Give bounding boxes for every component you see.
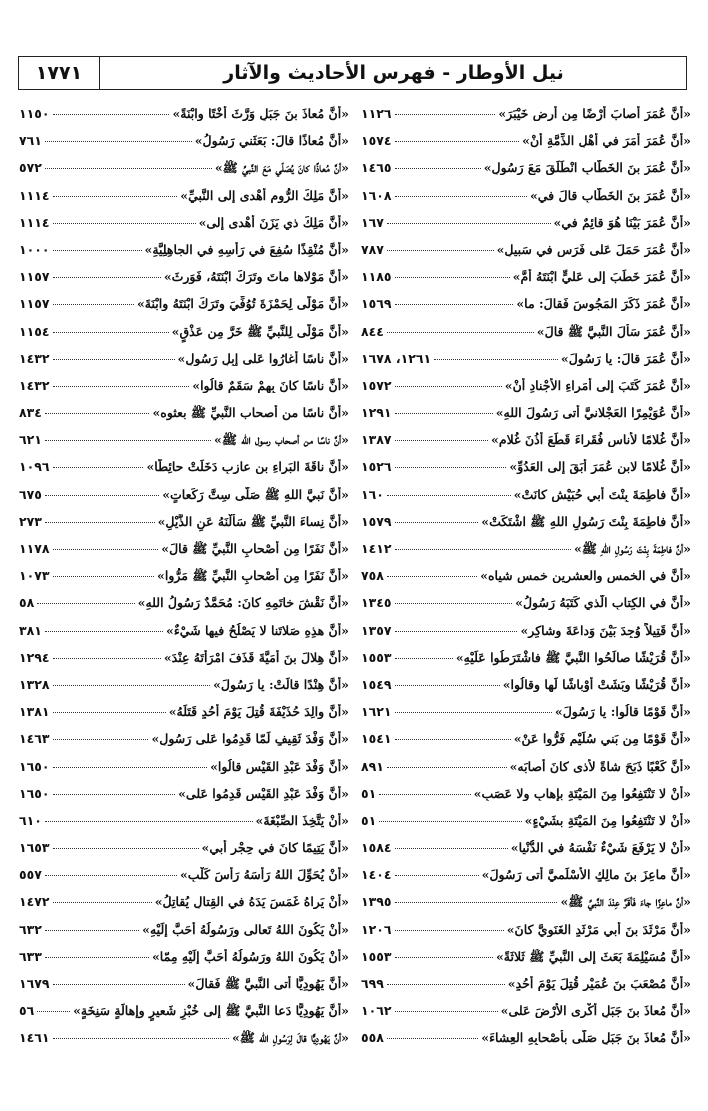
dot-leader <box>395 712 552 713</box>
hadith-text: «أنَّ يَهُودِيًّا دَعا النَّبيَّ ﷺ إلى خُبْزِ شَعيرٍ وإهالَةٍ سَنِخَةٍ» <box>73 1003 349 1019</box>
hadith-text: «أنَّ نَفَرًا مِن أصْحابِ النَّبيِّ ﷺ قالَ» <box>161 541 349 556</box>
hadith-text: «أنَّ ناقَةَ البَراءِ بنِ عازِبٍ دَخَلَتْ حائِطًا» <box>146 459 349 475</box>
page-reference: ١٤٣٢ <box>19 350 50 366</box>
dot-leader <box>379 794 470 795</box>
index-entry <box>361 813 691 840</box>
hadith-text: «أنَّ فاطِمَةَ بِنْتَ أبي حُبَيْشٍ كانَتْ» <box>513 486 691 502</box>
page-reference: ٧٨٧ <box>361 241 384 257</box>
dot-leader <box>45 141 192 142</box>
dot-leader <box>387 984 505 985</box>
index-column-right <box>361 106 691 1058</box>
page-reference: ٣٨١ <box>19 622 42 638</box>
index-entry <box>19 242 349 269</box>
index-entry <box>361 976 691 1003</box>
page-reference: ١٥٧٤ <box>361 133 392 149</box>
index-entry <box>19 378 349 405</box>
dot-leader <box>395 848 508 849</box>
page-header <box>18 56 687 90</box>
page-reference: ١٥٧٩ <box>361 513 392 529</box>
page-reference: ١٣٥٧ <box>361 622 392 638</box>
dot-leader <box>387 223 551 224</box>
dot-leader <box>53 223 196 224</box>
hadith-text: «أنَّ نِساءَ النَّبيِّ ﷺ سَألْنَهُ عَنِ الذَّيْلِ» <box>157 513 349 529</box>
index-entry <box>19 133 349 160</box>
page-reference: ١٠٧٣ <box>19 568 50 584</box>
page-reference: ١١٥٧ <box>19 269 50 285</box>
hadith-text: «أنَّ يَتِيمًا كانَ في حِجْرِ أبي» <box>201 840 349 856</box>
dot-leader <box>45 440 211 441</box>
hadith-text: «أنَّ مَوْلاها ماتَ وتَرَكَ ابْنَتَهُ، فَوَرِثَ» <box>163 269 349 285</box>
hadith-text: «أنَّ ناسًا من أصحاب النَّبيِّ ﷺ بعثوه» <box>152 405 349 421</box>
dot-leader <box>53 794 176 795</box>
dot-leader <box>45 522 155 523</box>
hadith-text: «أنَّ يَهُودِيًّا قالَ لِرَسُولِ الله ﷺ» <box>231 1030 349 1046</box>
dot-leader <box>387 250 494 251</box>
page-reference: ١٤٦١ <box>19 1030 50 1046</box>
page-reference: ١٦٥٠ <box>19 785 50 801</box>
hadith-text: «أنَّ ماعِزًا جاءَ فَأقَرَّ عِنْدَ النَّبيِّ ﷺ» <box>560 894 691 910</box>
index-entry <box>361 188 691 215</box>
index-entry <box>19 541 349 568</box>
hadith-text: «أنَّ قُرَيْشًا صالَحُوا النَّبيَّ ﷺ فاشْتَرَطُوا عَلَيْهِ» <box>455 649 691 665</box>
index-entry <box>19 650 349 677</box>
page-reference: ٥١ <box>361 812 377 828</box>
hadith-text: «أنَّ عُمَرَ بنَ الخَطَّابِ انْطَلَقَ مَعَ رَسُولِ» <box>483 160 691 176</box>
index-entry <box>361 405 691 432</box>
index-entry <box>19 894 349 921</box>
hadith-text: «أنَّ مَوْلًى لِلنَّبيِّ ﷺ خَرَّ مِن عَذْقٍ» <box>171 323 349 339</box>
index-entry <box>361 568 691 595</box>
index-entry <box>361 215 691 242</box>
page-reference: ٢٧٣ <box>19 513 42 529</box>
hadith-text: «أنَّ مَرْثَدَ بنَ أبي مَرْثَدٍ الغَنَويَّ كانَ» <box>506 921 691 937</box>
dot-leader <box>395 304 514 305</box>
dot-leader <box>45 495 159 496</box>
index-entry <box>361 459 691 486</box>
hadith-text: «أنَّ فاطِمَةَ بِنْتَ رَسُولِ اللهِ ﷺ» <box>574 541 691 556</box>
page-reference: ١٤٣٢ <box>19 377 50 393</box>
hadith-text: «أنَّ عُمَرَ سَألَ النَّبيَّ ﷺ قالَ» <box>536 323 691 339</box>
dot-leader <box>53 549 159 550</box>
page-reference: ١٦٢١ <box>361 704 392 720</box>
index-entry <box>19 269 349 296</box>
page-reference: ١٣٢٨ <box>19 676 50 692</box>
dot-leader <box>53 739 149 740</box>
index-entry <box>19 786 349 813</box>
hadith-text: «أنْ يَراهُ غَمَسَ يَدَهُ في القِتالِ يُقاتِلُ» <box>154 894 349 910</box>
index-entry <box>19 623 349 650</box>
page-reference: ٧٥٨ <box>361 568 384 584</box>
page-reference: ١٣٨١ <box>19 704 50 720</box>
index-entry <box>19 1030 349 1057</box>
page-reference: ٥٥٨ <box>361 1030 384 1046</box>
dot-leader <box>53 1038 229 1039</box>
index-entry <box>361 704 691 731</box>
dot-leader <box>395 549 572 550</box>
index-entry <box>19 677 349 704</box>
index-entry <box>19 949 349 976</box>
index-entry <box>19 487 349 514</box>
page-reference: ٥١ <box>361 785 377 801</box>
hadith-text: «أنْ لا تَنْتَفِعُوا مِنَ المَيْتَةِ بشَيْءٍ» <box>524 812 691 828</box>
page-reference: ١٤١٢ <box>361 541 392 556</box>
dot-leader <box>387 332 534 333</box>
index-entry <box>361 731 691 758</box>
dot-leader <box>53 467 144 468</box>
hadith-text: «أنَّ قُرَيْشًا وبَشَتْ أوْباشًا لَها وقالُوا» <box>502 676 691 692</box>
hadith-text: «أنَّ عُمَرَ بنَ الخَطَّابِ قالَ في» <box>529 187 691 203</box>
index-entry <box>19 514 349 541</box>
hadith-text: «أنْ يَكُونَ اللهُ تَعالى ورَسُولُهُ أحَبَّ إلَيْهِ» <box>142 921 349 937</box>
index-entry <box>19 432 349 459</box>
page-number: ١٧٧١ <box>19 57 100 89</box>
dot-leader <box>53 114 170 115</box>
hadith-text: «أنَّ مُعاذَ بنَ جَبَلٍ وَرَّثَ أُخْتًا وابْنَةً» <box>172 106 349 121</box>
hadith-text: «أنَّ مُعاذًا كانَ يُصَلّي مَعَ النَّبيِّ ﷺ» <box>214 160 349 176</box>
dot-leader <box>53 386 190 387</box>
index-entry <box>361 269 691 296</box>
index-entry <box>361 242 691 269</box>
dot-leader <box>434 359 558 360</box>
index-entry <box>361 1003 691 1030</box>
page-reference: ١١٧٨ <box>19 541 50 556</box>
page-reference: ٨٩١ <box>361 758 384 774</box>
hadith-text: «أنَّ ماعِزَ بنَ مالِكٍ الأسْلَميَّ أتى رَسُولَ» <box>481 867 691 883</box>
index-entry <box>361 1030 691 1057</box>
page-reference: ٦٩٩ <box>361 976 384 991</box>
page-reference: ٦٢١ <box>19 432 42 448</box>
hadith-text: «أنَّ في الكِتابِ الَّذي كَتَبَهُ رَسُولُ» <box>515 595 691 611</box>
index-entry <box>19 324 349 351</box>
dot-leader <box>395 386 502 387</box>
hadith-text: «أنَّ مَلِكَ ذي يَزَنَ أهْدى إلى» <box>198 214 349 230</box>
dot-leader <box>53 332 169 333</box>
hadith-text: «أنَّ قَتِيلاً وُجِدَ بَيْنَ وَداعَةَ وشاكِرٍ» <box>520 622 691 638</box>
dot-leader <box>395 522 479 523</box>
page-reference: ١١٨٥ <box>361 269 392 285</box>
dot-leader <box>395 875 479 876</box>
page-reference: ١٤٦٣ <box>19 731 50 747</box>
page-reference: ١٢٩٤ <box>19 649 50 665</box>
hadith-text: «أنَّ عُمَرَ خَطَبَ إلى عَليٍّ ابْنَتَهُ أُمَّ» <box>512 269 691 285</box>
page-reference: ١٢٦١، ١٦٧٨ <box>361 350 432 366</box>
hadith-text: «أنَّ وَفْدَ عَبْدِ القَيْسِ قَدِمُوا عَلى» <box>178 785 349 801</box>
hadith-text: «أنَّ مُعاذَ بنَ جَبَلٍ صَلّى بأصْحابِهِ العِشاءَ» <box>481 1030 691 1046</box>
index-entry <box>19 405 349 432</box>
hadith-text: «أنَّ عُمَرَ بَيْنَا هُوَ قائِمٌ في» <box>553 214 691 230</box>
dot-leader <box>387 767 507 768</box>
page-reference: ٥٥٧ <box>19 867 42 883</box>
dot-leader <box>53 576 155 577</box>
index-entry <box>19 106 349 133</box>
hadith-text: «أنَّ يَهُودِيًّا أتى النَّبيَّ ﷺ فَقالَ» <box>187 976 349 991</box>
hadith-text: «أنَّ عُمَرَ ذَكَرَ المَجُوسَ فَقالَ: ما» <box>516 296 691 312</box>
hadith-text: «أنَّ مَلِكَ الرُّومِ أهْدى إلى النَّبيِّ» <box>180 187 349 203</box>
hadith-text: «أنَّ وَفْدَ ثَقِيفٍ لَمّا قَدِمُوا عَلى رَسُولِ» <box>151 731 349 747</box>
dot-leader <box>395 658 453 659</box>
page-reference: ١٥٥٣ <box>361 649 392 665</box>
page-reference: ١١٥٧ <box>19 296 50 312</box>
hadith-text: «أنَّ ناسًا كانَ بِهِمْ سَقَمٌ قالُوا» <box>192 377 349 393</box>
hadith-text: «أنْ لا يَرْفَعَ شَيْءٌ نَفْسَهُ في الدُّنْيا» <box>510 840 691 856</box>
hadith-text: «أنْ يَتَّخِذَ الصِّبْغَةَ» <box>255 812 349 828</box>
hadith-text: «أنَّ هذِهِ صَلاتَنا لا يَصْلُحُ فيها شَيْءٌ» <box>166 622 349 638</box>
page-reference: ١٥٤١ <box>361 731 392 747</box>
hadith-text: «أنْ لا تَنْتَفِعُوا مِنَ المَيْتَةِ بإهابٍ ولا عَصَبٍ» <box>473 785 691 801</box>
index-entry <box>19 459 349 486</box>
dot-leader <box>53 685 211 686</box>
page-reference: ٦٧٥ <box>19 486 42 502</box>
hadith-text: «أنَّ غُلامًا لأُناسٍ فُقَراءَ قَطَعَ أُذُنَ غُلامٍ» <box>491 432 691 448</box>
page-reference: ١٦٠ <box>361 486 384 502</box>
dot-leader <box>45 168 212 169</box>
hadith-text: «أنَّ وَفْدَ عَبْدِ القَيْسِ قالُوا» <box>210 758 349 774</box>
dot-leader <box>53 712 166 713</box>
dot-leader <box>395 467 507 468</box>
page-reference: ١٥٤٩ <box>361 676 392 692</box>
hadith-text: «أنَّ مُصْعَبَ بنَ عُمَيْرٍ قُتِلَ يَوْمَ أُحُدٍ» <box>507 976 691 991</box>
index-entry <box>19 922 349 949</box>
page-reference: ٦٣٣ <box>19 948 42 964</box>
index-entry <box>19 976 349 1003</box>
index-entry <box>361 894 691 921</box>
dot-leader <box>395 114 496 115</box>
hadith-text: «أنْ يَكُونَ اللهُ ورَسُولُهُ أحَبَّ إلَيْهِ مِمّا» <box>151 948 349 964</box>
page-reference: ١٦٧ <box>361 214 384 230</box>
hadith-text: «أنَّ في الخمس والعشرين خمس شياه» <box>480 568 691 584</box>
hadith-text: «أنَّ مُنْقِذًا سُفِعَ في رَأْسِهِ في الجاهِلِيَّةِ» <box>144 241 349 257</box>
index-entry <box>19 704 349 731</box>
dot-leader <box>45 875 177 876</box>
page-reference: ١١١٤ <box>19 214 50 230</box>
dot-leader <box>45 631 163 632</box>
index-entry <box>361 324 691 351</box>
dot-leader <box>395 930 504 931</box>
hadith-text: «أنَّ مُعاذًا قالَ: بَعَثَني رَسُولُ» <box>194 133 349 149</box>
dot-leader <box>53 304 134 305</box>
index-entry <box>361 840 691 867</box>
index-entry <box>361 432 691 459</box>
page-reference: ١٣٤٥ <box>361 595 392 611</box>
index-entry <box>19 759 349 786</box>
index-entry <box>19 1003 349 1030</box>
hadith-text: «أنَّ قَوْمًا قالُوا: يا رَسُولَ» <box>554 704 691 720</box>
page-reference: ١٠٩٦ <box>19 459 50 475</box>
dot-leader <box>395 141 520 142</box>
hadith-text: «أنَّ نَقْشَ خاتَمِهِ كانَ: مُحَمَّدٌ رَسُولُ اللهِ» <box>137 595 349 611</box>
hadith-text: «أنَّ عُمَرَ كَتَبَ إلى أُمَراءِ الأجْنادِ أنْ» <box>504 377 691 393</box>
dot-leader <box>45 413 150 414</box>
page-reference: ١٤٧٢ <box>19 894 50 910</box>
dot-leader <box>53 250 142 251</box>
index-entry <box>361 160 691 187</box>
dot-leader <box>53 767 208 768</box>
index-entry <box>361 595 691 622</box>
index-entry <box>361 867 691 894</box>
page-reference: ١٥٧٢ <box>361 377 392 393</box>
dot-leader <box>395 957 493 958</box>
dot-leader <box>53 848 199 849</box>
dot-leader <box>395 277 510 278</box>
index-entry <box>19 160 349 187</box>
hadith-text: «أنَّ نَفَرًا مِن أصْحابِ النَّبيِّ ﷺ مَرُّوا» <box>157 568 349 584</box>
page-reference: ١١١٤ <box>19 187 50 203</box>
page-reference: ١٦٠٨ <box>361 187 392 203</box>
page-reference: ١٥٢٦ <box>361 459 392 475</box>
index-entry <box>361 541 691 568</box>
index-entry <box>19 595 349 622</box>
page-reference: ١٥٦٩ <box>361 296 392 312</box>
hadith-text: «أنَّ ناسًا أغارُوا عَلى إبِلِ رَسُولِ» <box>177 350 349 366</box>
page-reference: ١٠٦٢ <box>361 1003 392 1019</box>
page-reference: ١٤٦٥ <box>361 160 392 176</box>
dot-leader <box>53 984 185 985</box>
page-reference: ١٠٠٠ <box>19 241 50 257</box>
page-reference: ١٥٨٤ <box>361 840 392 856</box>
dot-leader <box>395 685 500 686</box>
dot-leader <box>53 902 152 903</box>
hadith-text: «أنْ يُحَوِّلَ اللهُ رَأسَهُ رَأسَ كَلْبٍ» <box>179 867 349 883</box>
index-entry <box>19 731 349 758</box>
dot-leader <box>53 196 178 197</box>
page-reference: ١٦٥٠ <box>19 758 50 774</box>
page-reference: ١٣٩٥ <box>361 894 392 910</box>
dot-leader <box>387 495 511 496</box>
hadith-text: «أنَّ والِدَ حُذَيْفَةَ قُتِلَ يَوْمَ أُحُدٍ قَتَلَهُ» <box>168 704 349 720</box>
page-reference: ٧٦١ <box>19 133 42 149</box>
hadith-text: «أنَّ هِنْدًا قالَتْ: يا رَسُولَ» <box>213 676 349 692</box>
dot-leader <box>395 196 527 197</box>
page-reference: ٨٤٤ <box>361 323 384 339</box>
index-entry <box>361 759 691 786</box>
hadith-text: «أنَّ كَعْبًا ذَبَحَ شاةً لأذى كانَ أصابَه» <box>509 758 691 774</box>
page-title: نيل الأوطار - فهرس الأحاديث والآثار <box>223 62 564 84</box>
index-entry <box>361 949 691 976</box>
index-column-left <box>19 106 349 1058</box>
dot-leader <box>395 168 481 169</box>
page-reference: ١٥٥٣ <box>361 948 392 964</box>
dot-leader <box>53 658 161 659</box>
index-entry <box>361 133 691 160</box>
dot-leader <box>45 957 149 958</box>
dot-leader <box>37 1011 70 1012</box>
page-reference: ١١٥٤ <box>19 323 50 339</box>
index-entry <box>361 922 691 949</box>
page-reference: ٥٦ <box>19 1003 35 1019</box>
index-entry <box>361 351 691 378</box>
index-entry <box>361 514 691 541</box>
index-entry <box>361 623 691 650</box>
dot-leader <box>53 359 175 360</box>
page-reference: ٥٧٢ <box>19 160 42 176</box>
index-entry <box>19 215 349 242</box>
page-reference: ٨٣٤ <box>19 405 42 421</box>
index-entry <box>361 487 691 514</box>
index-entry <box>361 296 691 323</box>
hadith-text: «أنَّ مُسَيْلِمَةَ بَعَثَ إلى النَّبيِّ ﷺ ثَلاثَةً» <box>495 948 691 964</box>
hadith-text: «أنَّ عُمَرَ قالَ: يا رَسُولَ» <box>560 350 691 366</box>
hadith-text: «أنَّ نَبيَّ اللهِ ﷺ صَلّى سِتَّ رَكَعاتٍ» <box>162 486 349 502</box>
page-reference: ١٦٧٩ <box>19 976 50 991</box>
dot-leader <box>53 277 161 278</box>
dot-leader <box>37 603 134 604</box>
dot-leader <box>45 930 139 931</box>
page-reference: ١١٥٠ <box>19 106 50 121</box>
hadith-text: «أنَّ غُلامًا لابنِ عُمَرَ أبَقَ إلى العَدُوِّ» <box>509 459 691 475</box>
page-reference: ٥٨ <box>19 595 35 611</box>
index-entry <box>19 813 349 840</box>
index-entry <box>361 786 691 813</box>
dot-leader <box>395 603 513 604</box>
index-entry <box>19 840 349 867</box>
page-reference: ٦١٠ <box>19 812 42 828</box>
dot-leader <box>387 1038 478 1039</box>
dot-leader <box>395 902 558 903</box>
page-reference: ١٢٠٦ <box>361 921 392 937</box>
dot-leader <box>387 576 477 577</box>
dot-leader <box>395 440 489 441</box>
index-entry <box>19 351 349 378</box>
page-reference: ١٣٨٧ <box>361 432 392 448</box>
hadith-text: «أنَّ قَوْمًا مِن بَني سُلَيْمٍ فَرُّوا عَنْ» <box>513 731 691 747</box>
index-entry <box>19 867 349 894</box>
hadith-text: «أنَّ مَوْلًى لِحَمْزَةَ تُوُفِّيَ وتَرَكَ ابْنَتَهُ وابْنَةَ» <box>136 296 349 312</box>
hadith-text: «أنَّ فاطِمَةَ بِنْتَ رَسُولِ اللهِ ﷺ اشْتَكَتْ» <box>481 513 691 529</box>
index-entry <box>361 650 691 677</box>
index-entry <box>361 106 691 133</box>
index-entry <box>361 677 691 704</box>
hadith-text: «أنَّ ناسًا من أصحاب رسول الله ﷺ» <box>214 432 349 448</box>
hadith-text: «أنَّ عُمَرَ أصابَ أرْضًا مِن أرضِ خَيْبَرَ» <box>498 106 691 121</box>
index-entry <box>19 296 349 323</box>
index-entry <box>19 568 349 595</box>
page-reference: ١٢٩١ <box>361 405 392 421</box>
page-reference: ١٤٠٤ <box>361 867 392 883</box>
dot-leader <box>395 413 493 414</box>
page-reference: ١٦٥٣ <box>19 840 50 856</box>
dot-leader <box>395 1011 498 1012</box>
dot-leader <box>395 631 518 632</box>
hadith-text: «أنَّ عُوَيْمِرًا العَجْلانيَّ أتى رَسُولَ اللهِ» <box>495 405 691 421</box>
index-entry <box>19 188 349 215</box>
dot-leader <box>379 821 521 822</box>
hadith-text: «أنَّ مُعاذَ بنَ جَبَلٍ أكْرى الأرْضَ عَلى» <box>500 1003 691 1019</box>
hadith-text: «أنَّ هِلالَ بنَ أُمَيَّةَ قَذَفَ امْرَأتَهُ عِنْدَ» <box>163 649 349 665</box>
dot-leader <box>45 821 253 822</box>
dot-leader <box>395 739 511 740</box>
hadith-text: «أنَّ عُمَرَ حَمَلَ عَلى فَرَسٍ في سَبيلِ» <box>496 241 691 257</box>
page-reference: ١١٢٦ <box>361 106 392 121</box>
page-reference: ٦٣٢ <box>19 921 42 937</box>
hadith-text: «أنَّ عُمَرَ أمَرَ في أهْلِ الذِّمَّةِ أنْ» <box>522 133 691 149</box>
index-entry <box>361 378 691 405</box>
